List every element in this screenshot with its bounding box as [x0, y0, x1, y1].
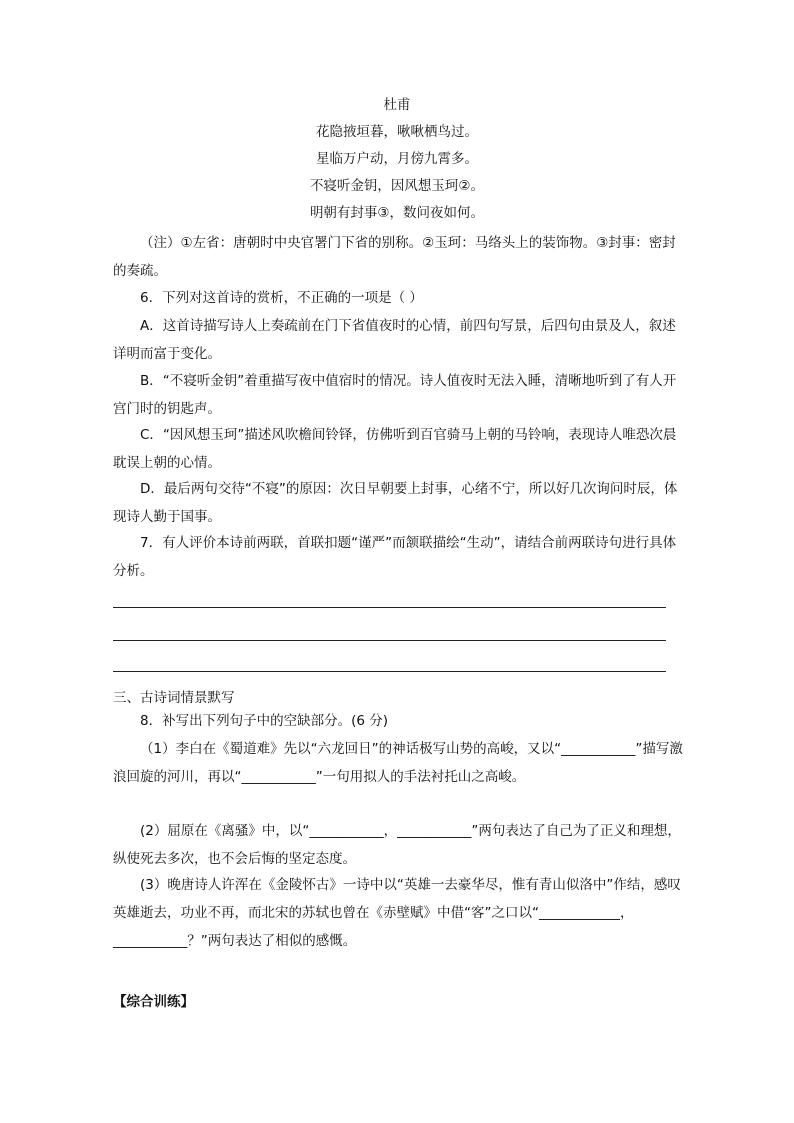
- question-7-stem: 7．有人评价本诗前两联，首联扣题“谨严”而颔联描绘“生动”，请结合前两联诗句进行具体分析。: [113, 535, 677, 579]
- poem-line-2: 星临万户动，月傍九霄多。: [316, 151, 478, 167]
- answer-line: [113, 671, 666, 672]
- question-8-item-3: (3）晚唐诗人许浑在《金陵怀古》一诗中以“英雄一去豪华尽，惟有青山似洛中”作结，感叹英雄逝去，功业不再，而北宋的苏轼也曾在《赤壁赋》中借“客”之口以“____________，___________？”两句表达了相似的感慨。: [113, 877, 681, 949]
- question-6-option-d: D．最后两句交待“不寝”的原因：次日早朝要上封事，心绪不宁，所以好几次询问时辰，体现诗人勤于国事。: [113, 481, 678, 525]
- question-8-item-1: （1）李白在《蜀道难》先以“六龙回日”的神话极写山势的高峻，又以“___________”描写激浪回旋的河川，再以“___________”一句用拟人的手法衬托山之高峻。: [113, 741, 683, 785]
- question-6-option-c: C．“因风想玉珂”描述风吹檐间铃铎，仿佛听到百官骑马上朝的马铃响，表现诗人唯恐次晨耽误上朝的心情。: [113, 427, 677, 471]
- question-8-stem: 8．补写出下列句子中的空缺部分。(6 分): [140, 713, 389, 729]
- poem-line-3: 不寝听金钥，因风想玉珂②。: [309, 178, 485, 194]
- answer-line: [113, 607, 666, 608]
- poem-line-1: 花隐掖垣暮，啾啾栖鸟过。: [316, 124, 478, 140]
- poem-note: （注）①左省：唐朝时中央官署门下省的别称。②玉珂：马络头上的装饰物。③封事：密封的奏疏。: [113, 235, 676, 279]
- answer-line: [113, 640, 666, 641]
- poem-line-4: 明朝有封事③，数问夜如何。: [309, 205, 485, 221]
- section-heading-comprehensive: 【综合训练】: [113, 994, 194, 1010]
- question-6-option-a: A．这首诗描写诗人上奏疏前在门下省值夜时的心情，前四句写景，后四句由景及人，叙述详明而富于变化。: [113, 318, 676, 362]
- question-8-item-2: (2）屈原在《离骚》中，以“___________，___________”两句表达了自己为了正义和理想，纵使死去多次，也不会后悔的坚定态度。: [113, 823, 681, 867]
- question-6-option-b: B．“不寝听金钥”着重描写夜中值宿时的情况。诗人值夜时无法入睡，清晰地听到了有人开宫门时的钥匙声。: [113, 373, 677, 417]
- poem-author: 杜甫: [383, 97, 411, 113]
- question-6-stem: 6．下列对这首诗的赏析，不正确的一项是（ ）: [140, 290, 423, 306]
- section-3-title: 三、古诗词情景默写: [113, 690, 235, 706]
